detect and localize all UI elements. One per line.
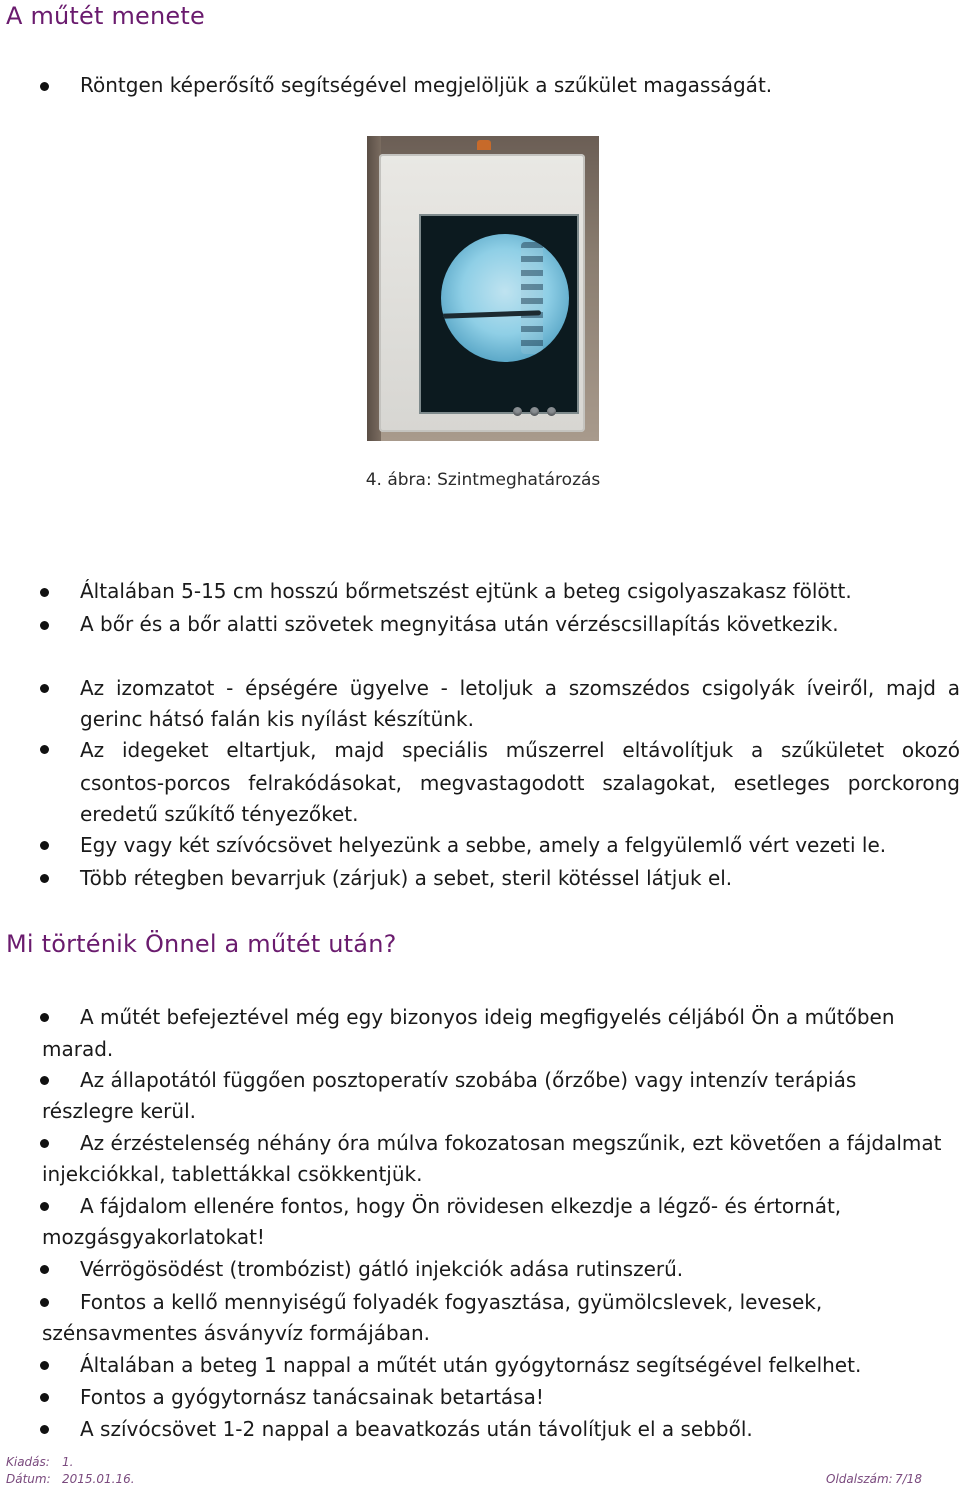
list-item: Az idegeket eltartjuk, majd speciális műszerrel eltávolítjuk a szűkületet okozó [80,738,960,762]
xray-monitor-image [367,136,599,441]
footer-datum-value: 2015.01.16. [62,1472,135,1486]
bullet-icon [40,1013,49,1022]
list-item: A szívócsövet 1-2 nappal a beavatkozás után távolítjuk el a sebből. [80,1417,753,1441]
spine-shadow [521,242,543,354]
section-heading-after-surgery: Mi történik Önnel a műtét után? [6,930,397,958]
bullet-icon [40,1076,49,1085]
list-item-continuation: injekciókkal, tablettákkal csökkentjük. [42,1162,423,1186]
list-item: A fájdalom ellenére fontos, hogy Ön rövidesen elkezdje a légző- és értornát, [80,1194,842,1218]
list-item: Általában 5-15 cm hosszú bőrmetszést ejtünk a beteg csigolyaszakasz fölött. [80,579,852,603]
list-item-continuation: mozgásgyakorlatokat! [42,1225,265,1249]
list-item: Röntgen képerősítő segítségével megjelöljük a szűkület magasságát. [80,73,773,97]
list-item: Az izomzatot - épségére ügyelve - letoljuk a szomszédos csigolyák íveiről, majd a [80,676,960,700]
bullet-icon [40,1393,49,1402]
list-item: A műtét befejeztével még egy bizonyos ideig megfigyelés céljából Ön a műtőben [80,1005,895,1029]
list-item-continuation: szénsavmentes ásványvíz formájában. [42,1321,431,1345]
bullet-icon [40,1202,49,1211]
bullet-icon [40,1298,49,1307]
monitor-button-dot [513,407,522,416]
list-item-continuation: eredetű szűkítő tényezőket. [80,802,359,826]
list-item: Általában a beteg 1 nappal a műtét után gyógytornász segítségével felkelhet. [80,1353,862,1377]
xray-image [441,234,569,362]
bullet-icon [40,588,49,597]
bullet-icon [40,745,49,754]
list-item-continuation: gerinc hátsó falán kis nyílást készítünk. [80,707,474,731]
footer-page-number: 7/18 [895,1472,922,1486]
list-item-continuation: csontos-porcos felrakódásokat, megvastagodott szalagokat, esetleges porckorong [80,771,960,795]
list-item: Az állapotától függően posztoperatív szobába (őrzőbe) vagy intenzív terápiás [80,1068,857,1092]
list-item: Az érzéstelenség néhány óra múlva fokozatosan megszűnik, ezt követően a fájdalmat [80,1131,942,1155]
bullet-icon [40,841,49,850]
list-item-continuation: marad. [42,1037,114,1061]
bullet-icon [40,1425,49,1434]
list-item: Fontos a kellő mennyiségű folyadék fogyasztása, gyümölcslevek, levesek, [80,1290,823,1314]
list-item: Vérrögösödést (trombózist) gátló injekciók adása rutinszerű. [80,1257,684,1281]
bullet-icon [40,684,49,693]
list-item: Egy vagy két szívócsövet helyezünk a sebbe, amely a felgyülemlő vért vezeti le. [80,833,887,857]
figure-caption: 4. ábra: Szintmeghatározás [365,470,601,490]
list-item-continuation: részlegre kerül. [42,1099,196,1123]
bullet-icon [40,621,49,630]
bullet-icon [40,1139,49,1148]
monitor-buttons [513,405,569,417]
footer-kiadas-label: Kiadás: [6,1455,50,1469]
bullet-icon [40,874,49,883]
monitor-frame [379,154,585,432]
footer-datum-label: Dátum: [6,1472,51,1486]
list-item: Fontos a gyógytornász tanácsainak betartása! [80,1385,544,1409]
bullet-icon [40,82,49,91]
bullet-icon [40,1265,49,1274]
footer-page-label: Oldalszám: [826,1472,893,1486]
list-item: A bőr és a bőr alatti szövetek megnyitása után vérzéscsillapítás következik. [80,612,839,636]
footer-kiadas-value: 1. [62,1455,74,1469]
bullet-icon [40,1361,49,1370]
monitor-screen [419,214,579,414]
list-item: Több rétegben bevarrjuk (zárjuk) a sebet, steril kötéssel látjuk el. [80,866,733,890]
figure-lamp [477,140,491,150]
monitor-button-dot [530,407,539,416]
monitor-button-dot [547,407,556,416]
section-heading-procedure: A műtét menete [6,2,205,30]
